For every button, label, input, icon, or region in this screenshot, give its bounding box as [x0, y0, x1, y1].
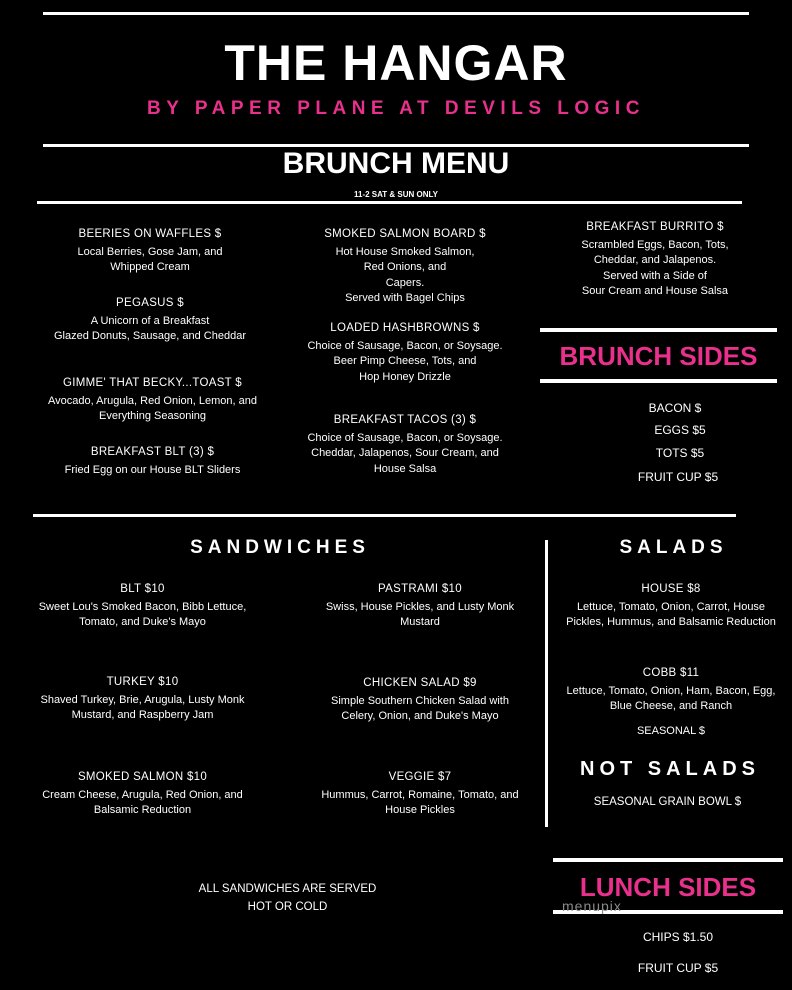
menu-item-name: VEGGIE $7 — [388, 771, 452, 783]
menu-item-desc: Shaved Turkey, Brie, Arugula, Lusty Monk — [40, 693, 245, 706]
menu-item-name: CHICKEN SALAD $9 — [363, 677, 477, 689]
menu-item-desc: Choice of Sausage, Bacon, or Soysage. — [307, 339, 503, 352]
menu-item — [280, 413, 530, 477]
menu-item-desc: Hop Honey Drizzle — [359, 370, 451, 383]
menu-item-desc: Lettuce, Tomato, Onion, Carrot, House — [576, 600, 766, 613]
menu-item-desc: House Pickles — [385, 804, 455, 816]
grain-bowl-item: SEASONAL GRAIN BOWL $ — [593, 796, 742, 808]
menu-item-name: BREAKFAST TACOS (3) $ — [333, 414, 477, 426]
vertical-divider — [545, 540, 548, 827]
menu-item-name: SMOKED SALMON BOARD $ — [324, 228, 486, 240]
menu-item-desc: Local Berries, Gose Jam, and — [77, 245, 223, 258]
note-line: ALL SANDWICHES ARE SERVED — [198, 883, 377, 895]
menu-item-desc: A Unicorn of a Breakfast — [90, 314, 210, 327]
menu-item — [550, 666, 792, 715]
menu-item-desc: Blue Cheese, and Ranch — [609, 700, 733, 712]
menu-item-name: BLT $10 — [120, 583, 165, 595]
menu-item-desc: Swiss, House Pickles, and Lusty Monk — [325, 600, 515, 613]
menu-item-name: BEERIES ON WAFFLES $ — [78, 228, 222, 240]
menu-item-desc: Celery, Onion, and Duke's Mayo — [341, 710, 499, 722]
watermark: menupix — [562, 898, 622, 914]
menu-item-desc: Sour Cream and House Salsa — [581, 285, 729, 297]
menu-item — [15, 770, 270, 819]
menu-item-desc: Whipped Cream — [110, 261, 190, 273]
menu-item-desc: Cream Cheese, Arugula, Red Onion, and — [42, 788, 243, 801]
menu-item-desc: Hot House Smoked Salmon, — [335, 245, 475, 258]
menu-item-desc: Mustard, and Raspberry Jam — [71, 709, 214, 721]
lunch-sides-title: LUNCH SIDES — [579, 872, 757, 902]
menu-item — [20, 376, 285, 425]
menu-item-name: BREAKFAST BURRITO $ — [586, 221, 724, 233]
menu-item — [550, 582, 792, 631]
menu-item — [540, 220, 770, 300]
menu-item-desc: Pickles, Hummus, and Balsamic Reduction — [566, 616, 776, 628]
menu-item-desc: Cheddar, Jalapenos, Sour Cream, and — [311, 447, 499, 459]
menu-item-desc: Lettuce, Tomato, Onion, Ham, Bacon, Egg, — [566, 684, 776, 697]
menu-item-desc: Sweet Lou's Smoked Bacon, Bibb Lettuce, — [38, 600, 247, 613]
side-item: FRUIT CUP $5 — [637, 470, 719, 484]
menu-item-desc: Served with Bagel Chips — [345, 292, 465, 304]
not-salads-title: NOT SALADS — [580, 758, 760, 780]
menu-item-desc: Glazed Donuts, Sausage, and Cheddar — [53, 330, 247, 342]
menu-item-desc: Served with a Side of — [603, 269, 707, 282]
side-item: TOTS $5 — [655, 446, 705, 460]
menu-item-desc: Tomato, and Duke's Mayo — [79, 616, 206, 628]
menu-item — [15, 675, 270, 724]
menu-item-desc: Mustard — [400, 616, 440, 628]
menu-item — [295, 770, 545, 819]
menu-item-desc: Beer Pimp Cheese, Tots, and — [333, 355, 477, 367]
side-item: BACON $ — [648, 401, 702, 415]
salads-title: SALADS — [619, 537, 728, 558]
brunch-sides-title: BRUNCH SIDES — [559, 341, 758, 371]
section-rule — [33, 514, 736, 517]
menu-item — [20, 227, 280, 276]
brunch-menu-title: BRUNCH MENU — [282, 147, 510, 180]
menu-item-name: SMOKED SALMON $10 — [77, 771, 208, 783]
menu-item-name: HOUSE $8 — [641, 583, 701, 595]
menu-item-desc: Avocado, Arugula, Red Onion, Lemon, and — [48, 394, 257, 407]
menu-item-name: PEGASUS $ — [116, 297, 184, 309]
menu-item-name: LOADED HASHBROWNS $ — [330, 322, 480, 334]
menu-item-desc: Capers. — [385, 276, 425, 289]
lunch-sides-rule — [553, 858, 783, 862]
menu-item — [280, 227, 530, 307]
sandwiches-note — [150, 880, 425, 916]
restaurant-subtitle: BY PAPER PLANE AT DEVILS LOGIC — [147, 98, 645, 119]
menu-item — [15, 582, 270, 631]
note-line: HOT OR COLD — [247, 901, 328, 913]
menu-item — [20, 445, 285, 478]
menu-item-desc: Fried Egg on our House BLT Sliders — [64, 463, 241, 476]
restaurant-title: THE HANGAR — [224, 35, 568, 91]
side-item: EGGS $5 — [654, 423, 706, 437]
menu-item-desc: Everything Seasoning — [98, 410, 206, 422]
brunch-hours-note: 11-2 SAT & SUN ONLY — [353, 190, 439, 199]
sandwiches-title: SANDWICHES — [190, 537, 370, 558]
menu-item-desc: Hummus, Carrot, Romaine, Tomato, and — [321, 788, 519, 801]
menu-item-desc: Cheddar, and Jalapenos. — [593, 254, 717, 266]
side-item: FRUIT CUP $5 — [637, 961, 719, 975]
brunch-sides-rule — [540, 328, 777, 332]
menu-item-desc: Choice of Sausage, Bacon, or Soysage. — [307, 431, 503, 444]
menu-item-desc: Balsamic Reduction — [93, 804, 192, 816]
menu-item-name: GIMME' THAT BECKY...TOAST $ — [62, 377, 242, 389]
menu-item — [295, 676, 545, 725]
menu-item-desc: Scrambled Eggs, Bacon, Tots, — [581, 238, 729, 251]
brunch-rule — [37, 201, 742, 204]
menu-item-desc: House Salsa — [373, 462, 437, 475]
menu-item-desc: Red Onions, and — [363, 261, 447, 273]
top-rule — [43, 12, 749, 15]
menu-item-name: TURKEY $10 — [106, 676, 179, 688]
menu-item-name: COBB $11 — [642, 667, 700, 679]
menu-item — [280, 321, 530, 385]
seasonal-salad: SEASONAL $ — [636, 725, 706, 737]
menu-item-desc: Simple Southern Chicken Salad with — [331, 694, 509, 707]
menu-item-name: BREAKFAST BLT (3) $ — [90, 446, 215, 458]
brunch-sides-rule-bottom — [540, 379, 777, 383]
menu-item — [295, 582, 545, 631]
menu-item-name: PASTRAMI $10 — [378, 583, 462, 595]
menu-item — [20, 296, 280, 345]
side-item: CHIPS $1.50 — [642, 930, 714, 944]
